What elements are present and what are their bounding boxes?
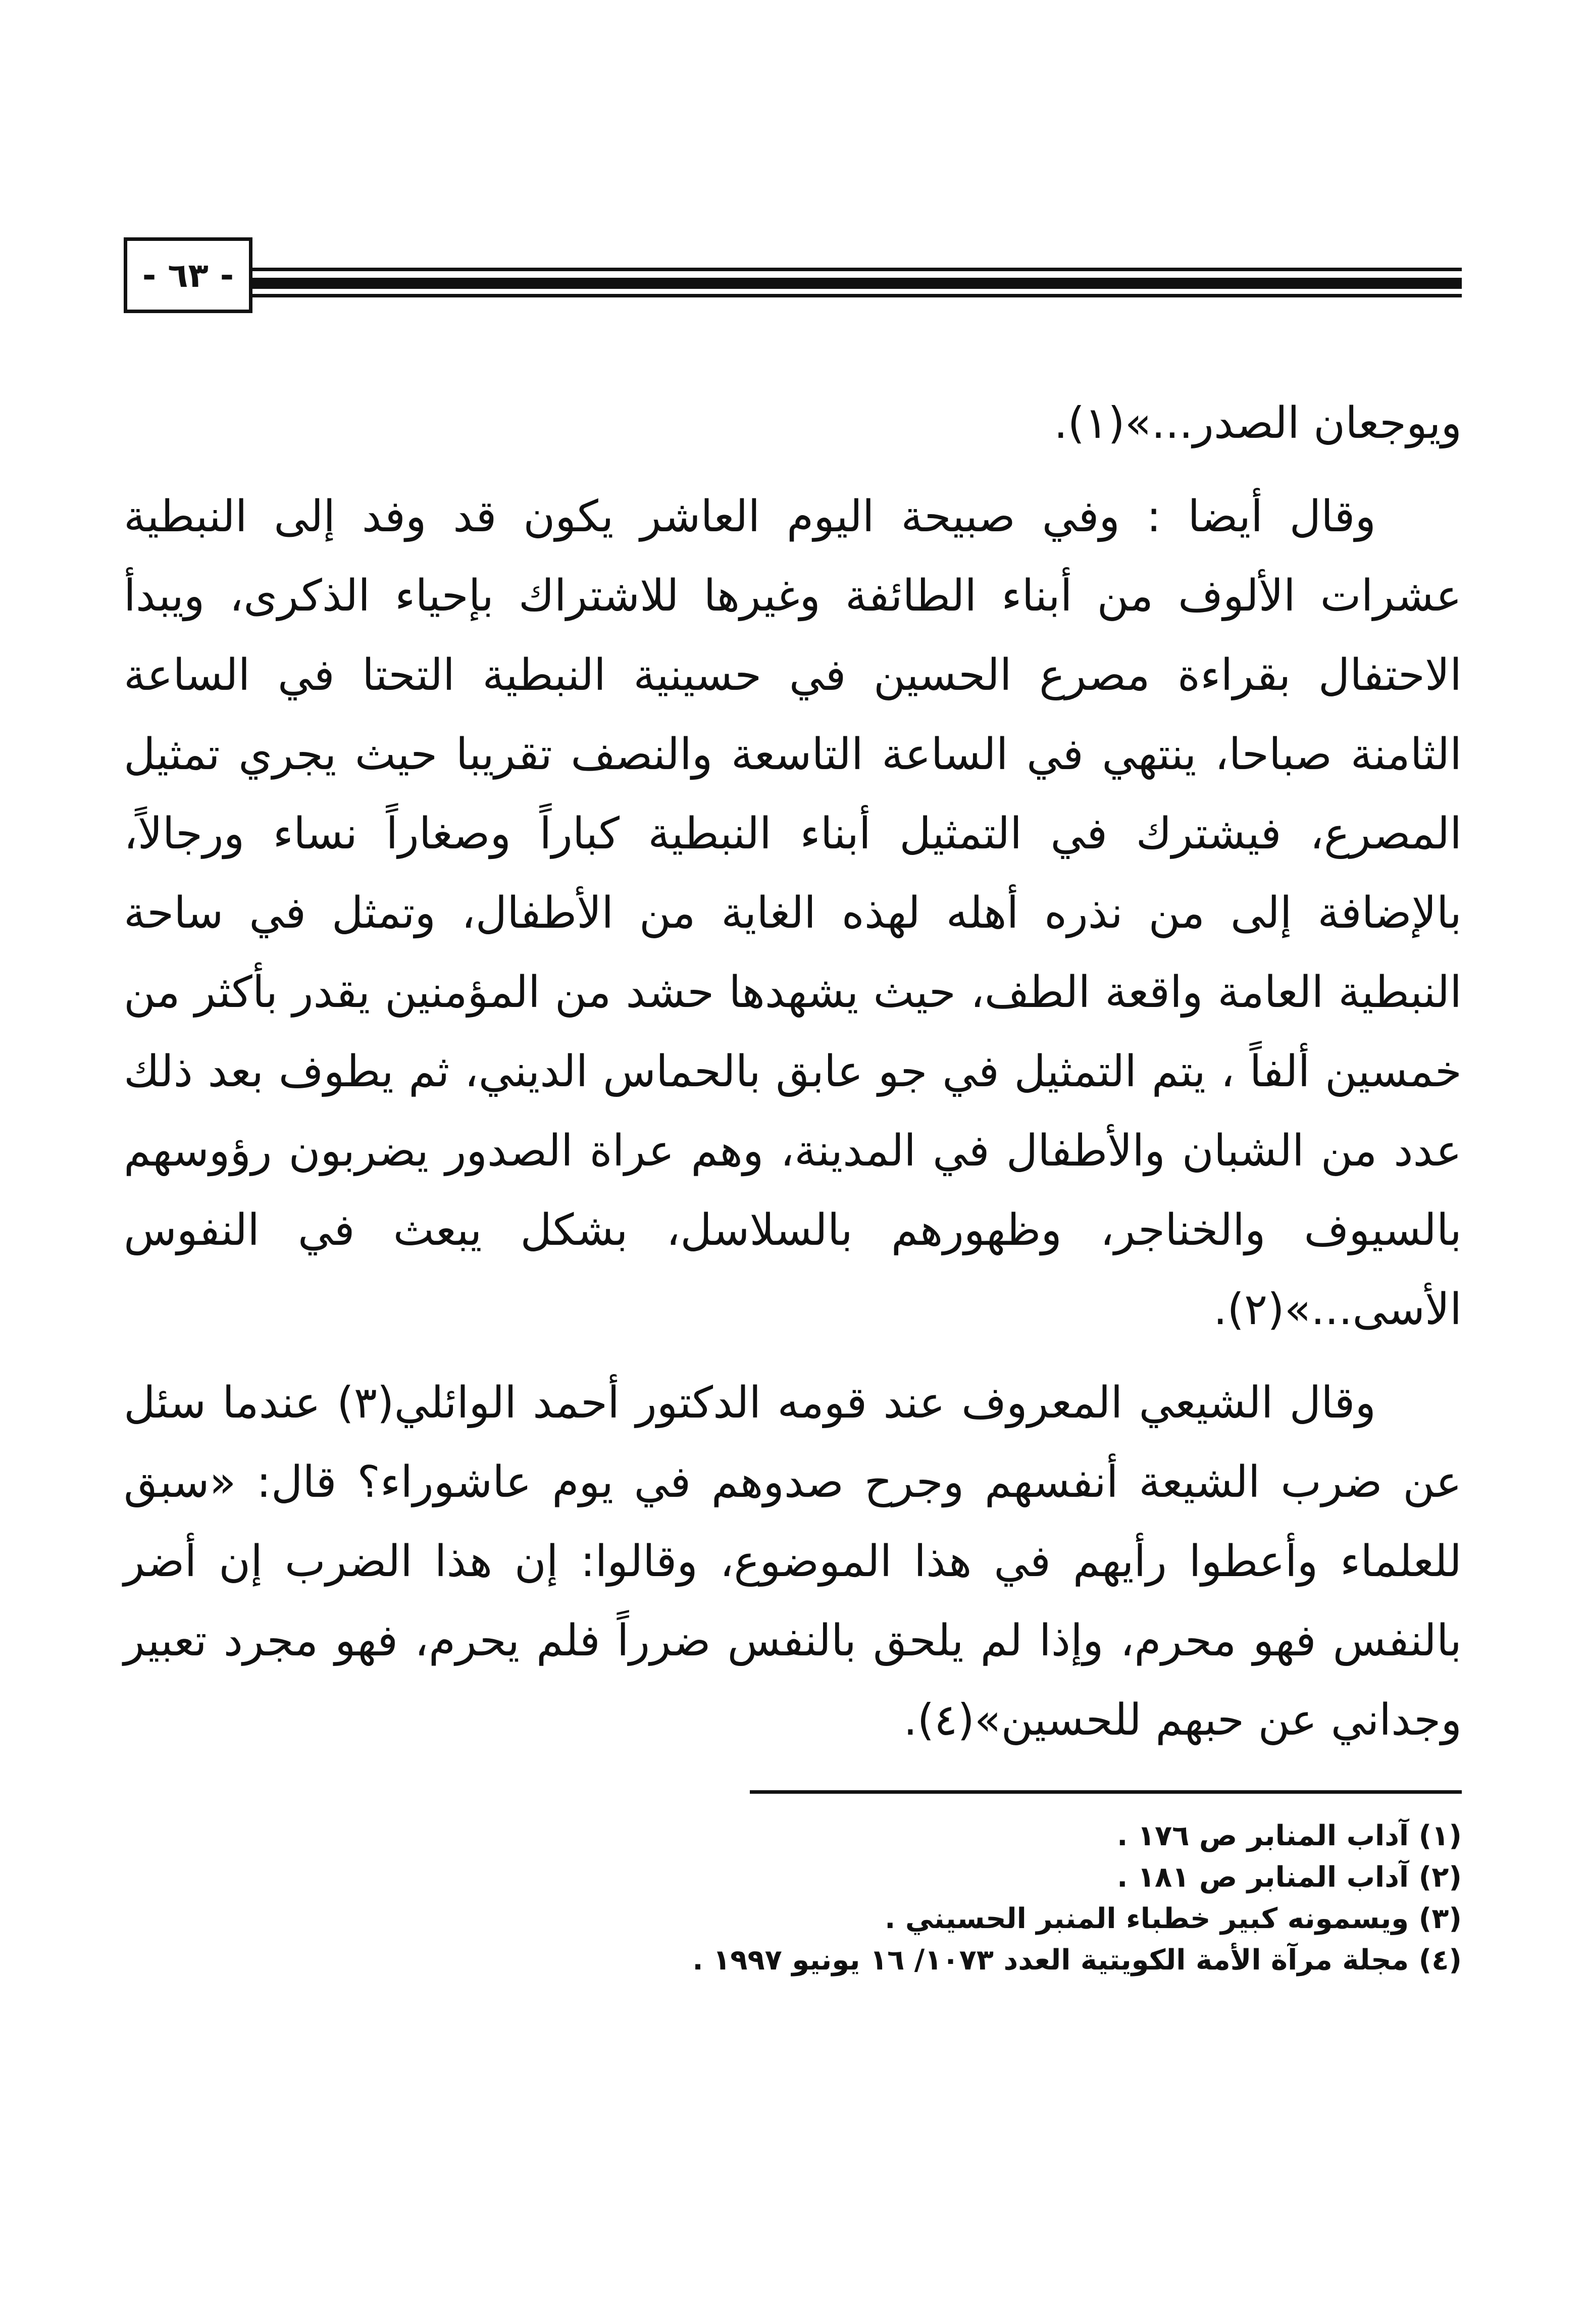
body-text	[124, 384, 1462, 1760]
footnote-4: (٤) مجلة مرآة الأمة الكويتية العدد ١٠٧٣/ ١٦ يونيو ١٩٩٧ .	[692, 1944, 1462, 1977]
paragraph-waili-quote: وقال الشيعي المعروف عند قومه الدكتور أحمد الوائلي(٣) عندما سئل عن ضرب الشيعة أنفسهم وجرح صدوهم في يوم عاشوراء؟ قال: «سبق للعلماء وأعطوا رأيهم في هذا الموضوع، وقالوا: إن هذا الضرب إن أضر بالنفس فهو محرم، وإذا لم يلحق بالنفس ضرراً فلم يحرم، فهو مجرد تعبير وجداني عن حبهم للحسين»(٤).	[124, 1378, 1462, 1745]
footnotes	[124, 1815, 1462, 1981]
header-rule-thick	[252, 278, 1462, 289]
page-number: - ٦٣ -	[124, 237, 252, 313]
paragraph-continuation: ويوجعان الصدر...»(١).	[1054, 398, 1462, 448]
footnote-2: (٢) آداب المنابر ص ١٨١ .	[1117, 1861, 1462, 1894]
paragraph-nabatieh-ashura: وقال أيضا : وفي صبيحة اليوم العاشر يكون قد وفد إلى النبطية عشرات الألوف من أبناء الطائفة وغيرها للاشتراك بإحياء الذكرى، ويبدأ الاحتفال بقراءة مصرع الحسين في حسينية النبطية التحتا في الساعة الثامنة صباحا، ينتهي في الساعة التاسعة والنصف تقريبا حيث يجري تمثيل المصرع، فيشترك في التمثيل أبناء النبطية كباراً وصغاراً نساء ورجالاً، بالإضافة إلى من نذره أهله لهذه الغاية من الأطفال، وتمثل في ساحة النبطية العامة واقعة الطف، حيث يشهدها حشد من المؤمنين يقدر بأكثر من خمسين ألفاً ، يتم التمثيل في جو عابق بالحماس الديني، ثم يطوف بعد ذلك عدد من الشبان والأطفال في المدينة، وهم عراة الصدور يضربون رؤوسهم بالسيوف والخناجر، وظهورهم بالسلاسل، بشكل يبعث في النفوس الأسى...»(٢).	[124, 491, 1462, 1335]
footnote-1: (١) آداب المنابر ص ١٧٦ .	[1117, 1820, 1462, 1852]
footnote-3: (٣) ويسمونه كبير خطباء المنبر الحسيني .	[885, 1902, 1462, 1935]
header-rule-thin-bottom	[252, 294, 1462, 297]
footnote-separator	[750, 1790, 1462, 1794]
header-rule-thin-top	[252, 268, 1462, 271]
page-header	[124, 237, 1462, 318]
